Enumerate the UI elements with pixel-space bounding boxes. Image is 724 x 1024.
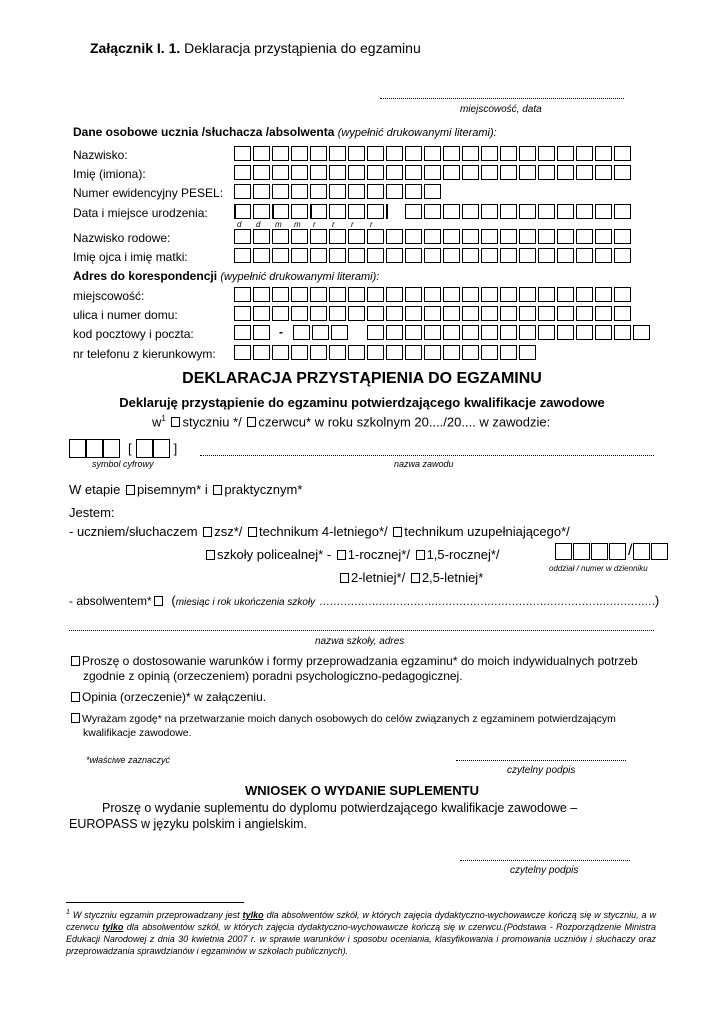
stage-line — [69, 482, 302, 497]
zsz-label: zsz*/ — [214, 524, 243, 539]
first-name-cells[interactable] — [234, 165, 633, 180]
parents-cells[interactable] — [234, 248, 633, 263]
25y-checkbox[interactable] — [411, 573, 420, 583]
pesel-cells[interactable] — [234, 184, 443, 199]
graduate-line — [69, 593, 659, 608]
mark-note: *właściwe zaznaczyć — [86, 755, 171, 765]
15y-checkbox[interactable] — [416, 550, 425, 560]
street-label: ulica i numer domu: — [73, 308, 178, 322]
surname-cells[interactable] — [234, 146, 633, 161]
declaration-subtitle: Deklaruję przystąpienie do egzaminu potwierdzającego kwalifikacje zawodowe — [119, 395, 605, 410]
hint-r4: r — [370, 220, 373, 229]
annex-header — [90, 40, 421, 56]
request-adjust — [69, 654, 638, 668]
symbol-field[interactable] — [69, 439, 177, 458]
opinion-checkbox[interactable] — [71, 692, 80, 702]
opinion-text: Opinia (orzeczenie)* w załączeniu. — [82, 690, 267, 704]
hint-d2: d — [256, 220, 261, 229]
postal-dash: - — [279, 325, 283, 339]
birth-date-cells[interactable] — [234, 204, 386, 219]
hint-r3: r — [351, 220, 354, 229]
supplement-text — [69, 800, 656, 832]
hint-m1: m — [275, 220, 282, 229]
bracket-close: ] — [173, 441, 178, 456]
adjust-checkbox[interactable] — [71, 656, 80, 666]
address-heading-text: Adres do korespondencji — [73, 269, 218, 283]
signature-field-2[interactable] — [460, 860, 630, 861]
stage-prefix: W etapie — [69, 482, 121, 497]
birth-label: Data i miejsce urodzenia: — [73, 206, 208, 220]
consent-text: Wyrażam zgodę* na przetwarzanie moich danych osobowych do celów związanych z egzaminem potwierdzającym — [82, 713, 616, 725]
footnote-number: 1 — [66, 909, 70, 916]
january-checkbox[interactable] — [171, 417, 180, 427]
class-slash: / — [628, 542, 633, 559]
date-format-hint — [237, 220, 389, 229]
pesel-label: Numer ewidencyjny PESEL: — [73, 186, 224, 200]
footnote-part-1: W styczniu egzamin przeprowadzany jest — [69, 910, 243, 920]
session-w: w — [152, 414, 162, 430]
first-name-label: Imię (imiona): — [73, 167, 146, 181]
consent-checkbox[interactable] — [71, 713, 80, 723]
tech4-label: technikum 4-letniego*/ — [259, 524, 388, 539]
practical-label: praktycznym* — [224, 482, 303, 497]
postal-label: kod pocztowy i poczta: — [73, 327, 194, 341]
bracket-open: [ — [128, 441, 132, 456]
personal-heading-text: Dane osobowe ucznia /słuchacza /absolwenta — [73, 125, 335, 139]
annex-number: Załącznik I. 1. — [90, 40, 181, 56]
street-cells[interactable] — [234, 306, 633, 321]
hint-d1: d — [237, 220, 242, 229]
personal-heading-note: (wypełnić drukowanymi literami): — [337, 127, 497, 139]
postal-code-cells-b[interactable] — [293, 325, 350, 340]
written-checkbox[interactable] — [126, 485, 135, 495]
maiden-name-cells[interactable] — [234, 229, 633, 244]
birth-divider — [386, 204, 388, 219]
profession-field[interactable] — [200, 455, 654, 456]
maiden-name-label: Nazwisko rodowe: — [73, 231, 171, 245]
signature-caption-2: czytelny podpis — [510, 865, 579, 876]
symbol-caption: symbol cyfrowy — [92, 459, 154, 469]
1y-checkbox[interactable] — [337, 550, 346, 560]
phone-cells[interactable] — [234, 345, 538, 360]
consent-cont: kwalifikacje zawodowe. — [83, 727, 192, 739]
tech4-checkbox[interactable] — [248, 527, 257, 537]
profession-caption: nazwa zawodu — [394, 459, 454, 469]
practical-checkbox[interactable] — [213, 485, 222, 495]
place-date-caption: miejscowość, data — [460, 104, 542, 115]
graduate-paren-open: ( — [171, 593, 176, 608]
hint-m2: m — [294, 220, 301, 229]
footnote-part-2: dla absolwentów szkół, w których zajęcia dydaktyczno-wychowawcze kończą się w styczniu, a w czerwcu — [66, 910, 656, 932]
surname-label: Nazwisko: — [73, 148, 128, 162]
policealna-label: szkoły policealnej* - — [217, 547, 332, 562]
city-cells[interactable] — [234, 287, 633, 302]
student-prefix: - uczniem/słuchaczem — [69, 524, 198, 539]
signature-caption-1: czytelny podpis — [507, 765, 576, 776]
birth-place-cells[interactable] — [405, 204, 633, 219]
request-adjust-text: Proszę o dostosowanie warunków i formy przeprowadzania egzaminu* do moich indywidualnych potrzeb — [82, 654, 638, 668]
policealna-line — [204, 547, 500, 562]
written-label: pisemnym* i — [136, 482, 208, 497]
graduate-checkbox[interactable] — [154, 596, 163, 606]
duration-line — [338, 570, 483, 585]
1y-label: 1-rocznej*/ — [347, 547, 410, 562]
signature-field-1[interactable] — [456, 760, 626, 761]
2y-label: 2-letniej*/ — [351, 570, 406, 585]
personal-heading — [73, 125, 497, 139]
zsz-checkbox[interactable] — [203, 527, 212, 537]
tech-uzup-label: technikum uzupełniającego*/ — [404, 524, 570, 539]
parents-label: Imię ojca i imię matki: — [73, 250, 188, 264]
policealna-checkbox[interactable] — [206, 550, 215, 560]
student-line — [69, 524, 570, 539]
request-adjust-cont: zgodnie z opinią (orzeczeniem) poradni psychologiczno-pedagogicznej. — [83, 669, 463, 683]
graduate-date-field[interactable]: …………………………………………………………………………………… — [318, 596, 655, 608]
2y-checkbox[interactable] — [340, 573, 349, 583]
session-line — [152, 414, 550, 429]
footnote-emph-1: tylko — [242, 910, 264, 920]
class-caption: oddział / numer w dzienniku — [549, 564, 648, 573]
annex-title: Deklaracja przystąpienia do egzaminu — [184, 40, 421, 56]
january-label: styczniu */ — [182, 414, 242, 430]
city-label: miejscowość: — [73, 289, 145, 303]
opinion-line — [69, 690, 266, 704]
school-field[interactable] — [69, 630, 654, 631]
footnote-emph-2: tylko — [102, 922, 124, 932]
graduate-prefix: - absolwentem* — [69, 594, 152, 608]
i-am-label: Jestem: — [69, 505, 115, 520]
address-heading — [73, 269, 379, 283]
phone-label: nr telefonu z kierunkowym: — [73, 347, 216, 361]
postal-code-cells-a[interactable] — [234, 325, 272, 340]
graduate-paren-close: ) — [654, 593, 660, 608]
25y-label: 2,5-letniej* — [421, 570, 484, 585]
address-heading-note: (wypełnić drukowanymi literami): — [220, 271, 380, 283]
tech-uzup-checkbox[interactable] — [393, 527, 402, 537]
graduate-note: miesiąc i rok ukończenia szkoły — [175, 597, 316, 608]
footnote-ref: 1 — [161, 414, 166, 423]
15y-label: 1,5-rocznej*/ — [426, 547, 500, 562]
footnote — [66, 907, 656, 957]
declaration-title: DEKLARACJA PRZYSTĄPIENIA DO EGZAMINU — [182, 370, 542, 387]
supplement-title: WNIOSEK O WYDANIE SUPLEMENTU — [244, 783, 479, 798]
place-date-field[interactable] — [380, 98, 624, 99]
class-number-field[interactable] — [555, 542, 669, 560]
supplement-line-2: EUROPASS w języku polskim i angielskim. — [69, 817, 308, 831]
footnote-rule — [66, 902, 244, 903]
post-office-cells[interactable] — [367, 325, 652, 340]
consent-line — [69, 713, 616, 725]
hint-r1: r — [313, 220, 316, 229]
june-checkbox[interactable] — [247, 417, 256, 427]
footnote-part-3: dla absolwentów szkół, w których zajęcia dydaktyczno-wychowawcze kończą się w czerwcu.(Podstawa - Rozporządzenie Ministra Edukacji Narodowej z dnia 30 kwietnia 2007 r. w sprawie warunków i sposobu oceniania, klasyfikowania i promowania uczniów i słuchaczy oraz przeprowadzania sprawdzianów i egzaminów w szkołach publicznych). — [66, 922, 656, 956]
hint-r2: r — [332, 220, 335, 229]
supplement-line-1: Proszę o wydanie suplementu do dyplomu potwierdzającego kwalifikacje zawodowe – — [102, 801, 578, 815]
school-caption: nazwa szkoły, adres — [315, 636, 405, 647]
june-label: czerwcu* w roku szkolnym 20..../20.... w zawodzie: — [258, 414, 551, 430]
